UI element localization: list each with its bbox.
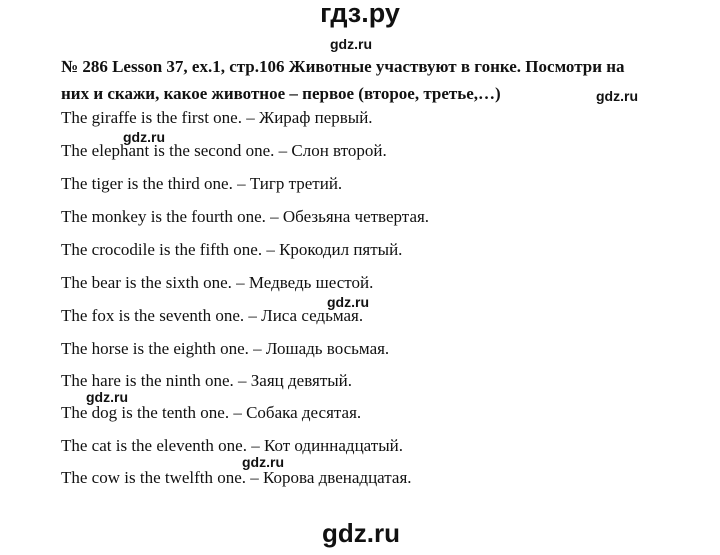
watermark: gdz.ru xyxy=(330,36,372,52)
title-line-2: них и скажи, какое животное – первое (второе, третье,…) xyxy=(61,84,501,103)
answer-line: The fox is the seventh one. – Лиса седьмая. xyxy=(61,306,364,325)
watermark: gdz.ru xyxy=(327,294,369,310)
answer-line: The monkey is the fourth one. – Обезьяна четвертая. xyxy=(61,207,430,226)
site-header: гдз.ру xyxy=(320,0,400,28)
answer-line: The bear is the sixth one. – Медведь шестой. xyxy=(61,273,374,292)
answer-line: The cat is the eleventh one. – Кот одиннадцатый. xyxy=(61,436,403,455)
watermark: gdz.ru xyxy=(123,129,165,145)
watermark: gdz.ru xyxy=(322,518,400,548)
answer-line: The dog is the tenth one. – Собака десятая. xyxy=(61,403,362,422)
answer-line: The cow is the twelfth one. – Корова двенадцатая. xyxy=(61,468,412,487)
title-line-1: № 286 Lesson 37, ex.1, стр.106 Животные участвуют в гонке. Посмотри на xyxy=(61,57,625,76)
answer-line: The tiger is the third one. – Тигр третий. xyxy=(61,174,343,193)
answer-line: The hare is the ninth one. – Заяц девятый. xyxy=(61,371,353,390)
watermark: gdz.ru xyxy=(86,389,128,405)
answer-line: The elephant is the second one. – Слон второй. xyxy=(61,141,387,160)
answer-line: The crocodile is the fifth one. – Крокодил пятый. xyxy=(61,240,403,259)
watermark: gdz.ru xyxy=(596,88,638,104)
answer-line: The giraffe is the first one. – Жираф первый. xyxy=(61,108,373,127)
answer-line: The horse is the eighth one. – Лошадь восьмая. xyxy=(61,339,390,358)
watermark: gdz.ru xyxy=(242,454,284,470)
